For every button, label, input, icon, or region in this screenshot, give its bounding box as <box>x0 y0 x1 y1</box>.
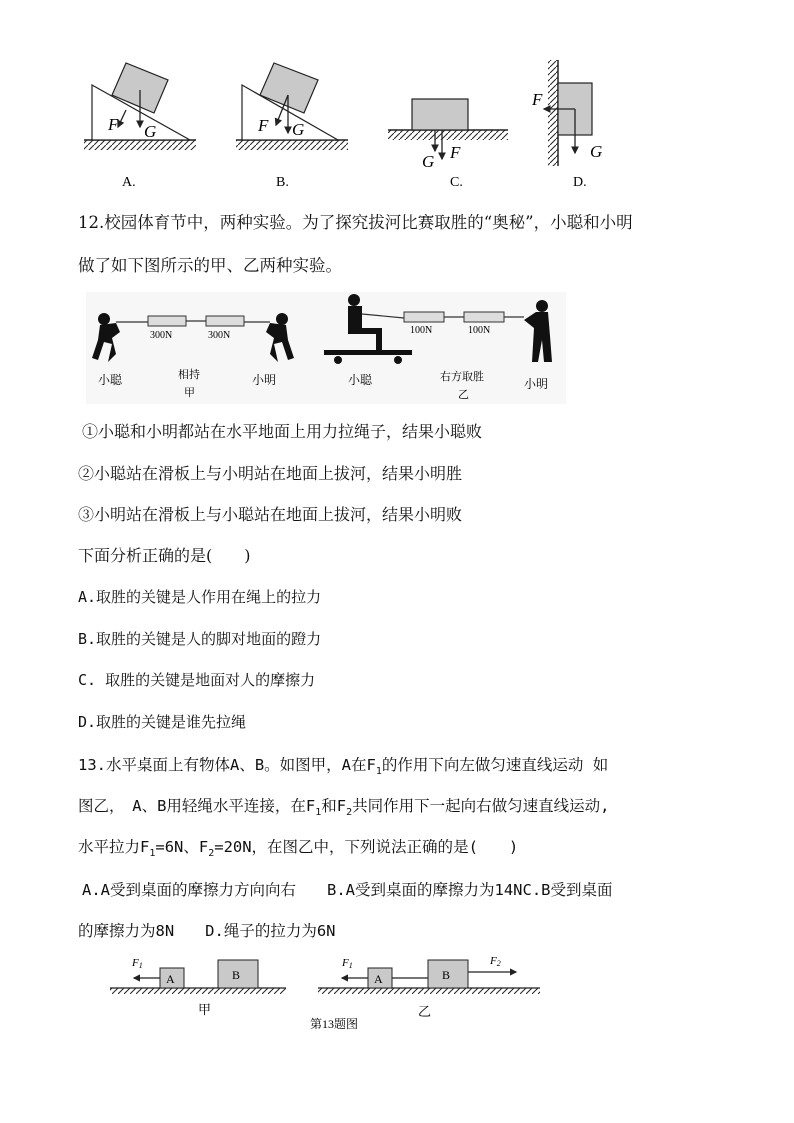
svg-text:乙: 乙 <box>458 389 469 401</box>
svg-text:F2: F2 <box>490 955 501 968</box>
label-c: C. <box>450 175 463 190</box>
svg-text:F: F <box>532 90 543 109</box>
label-b: B. <box>276 175 289 190</box>
tug-of-war-figure <box>86 292 566 404</box>
svg-text:小聪: 小聪 <box>348 373 373 387</box>
q12-stem-line2: 做了如下图所示的甲、乙两种实验。 <box>78 256 342 275</box>
q12-option-d: D.取胜的关键是谁先拉绳 <box>78 713 247 731</box>
svg-text:乙: 乙 <box>418 1004 432 1019</box>
figure-jia-13 <box>110 957 286 1017</box>
svg-text:A: A <box>166 972 175 986</box>
q11-figures <box>70 55 630 195</box>
q12-question: 下面分析正确的是( ) <box>78 546 251 565</box>
svg-text:F: F <box>258 116 269 135</box>
svg-text:G: G <box>590 142 603 161</box>
svg-text:100N: 100N <box>468 325 491 336</box>
q13-line1: 13.水平桌面上有物体A、B。如图甲，A在$F_1$的作用下向左做匀速直线运动 如 <box>78 756 609 778</box>
figure-d <box>531 60 602 166</box>
q12-item-1: ①小聪和小明都站在水平地面上用力拉绳子，结果小聪败 <box>82 422 483 441</box>
svg-text:G: G <box>292 120 305 139</box>
svg-text:F1: F1 <box>132 957 143 970</box>
svg-text:A: A <box>374 972 383 986</box>
label-a: A. <box>122 175 136 190</box>
svg-text:B: B <box>232 968 241 982</box>
q13-line3: 水平拉力$F_1=6N$、$F_2=20N$，在图乙中，下列说法正确的是( ) <box>78 838 519 860</box>
svg-text:F1: F1 <box>342 957 353 970</box>
svg-text:小明: 小明 <box>524 377 549 391</box>
q13-figure <box>106 952 546 1034</box>
figure-b <box>236 63 348 150</box>
label-d: D. <box>573 175 587 190</box>
svg-text:甲: 甲 <box>198 1002 212 1017</box>
figure-c <box>388 99 508 171</box>
q13-options-line1: A.A受到桌面的摩擦力方向向右 B.A受到桌面的摩擦力为14NC.B受到桌面 <box>82 881 613 899</box>
q13-options-line2: 的摩擦力为8N D.绳子的拉力为6N <box>78 922 336 940</box>
svg-text:300N: 300N <box>150 330 173 341</box>
svg-text:相持: 相持 <box>178 369 200 381</box>
figure-caption: 第13题图 <box>310 1017 359 1031</box>
q12-item-3: ③小明站在滑板上与小聪站在地面上拔河，结果小明败 <box>78 505 463 524</box>
force-g-label: G <box>144 122 157 141</box>
q12-option-b: B.取胜的关键是人的脚对地面的蹬力 <box>78 630 322 648</box>
svg-text:100N: 100N <box>410 325 433 336</box>
q13-line2: 图乙， A、B用轻绳水平连接，在$F_1$和$F_2$共同作用下一起向右做匀速直线运动, <box>78 797 610 819</box>
svg-text:B: B <box>442 968 451 982</box>
svg-text:甲: 甲 <box>184 387 195 399</box>
q12-option-c: C. 取胜的关键是地面对人的摩擦力 <box>78 671 316 689</box>
q12-stem-line1: 12.校园体育节中，两种实验。为了探究拔河比赛取胜的“奥秘”，小聪和小明 <box>78 213 633 232</box>
svg-text:右方取胜: 右方取胜 <box>440 371 484 383</box>
svg-text:小聪: 小聪 <box>98 373 123 387</box>
q12-option-a: A.取胜的关键是人作用在绳上的拉力 <box>78 588 322 606</box>
figure-a <box>84 63 196 150</box>
svg-text:300N: 300N <box>208 330 231 341</box>
svg-text:小明: 小明 <box>252 373 277 387</box>
force-f-label: F <box>108 115 119 134</box>
q12-item-2: ②小聪站在滑板上与小明站在地面上拔河，结果小明胜 <box>78 464 463 483</box>
svg-text:F: F <box>450 143 461 162</box>
figure-yi-13 <box>318 955 540 1019</box>
svg-text:G: G <box>422 152 435 171</box>
